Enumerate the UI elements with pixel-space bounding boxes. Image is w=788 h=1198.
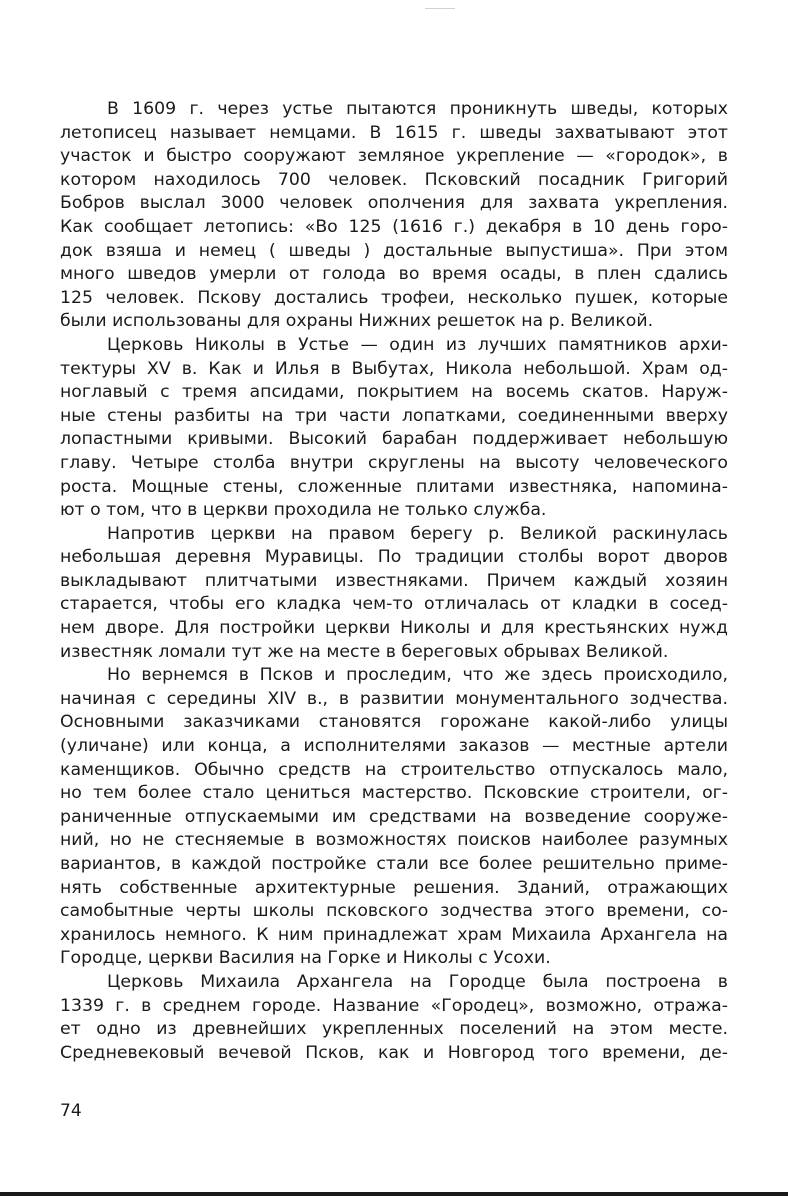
text-line: ний, но не стесняемые в возможностях поисков наиболее разумных [60, 830, 728, 851]
bottom-rule [0, 1192, 788, 1196]
text-line: (уличане) или конца, а исполнителями заказов — местные артели [60, 736, 728, 757]
page-body-text [60, 98, 728, 1065]
text-line: тектуры XV в. Как и Илья в Выбутах, Никола небольшой. Храм од- [60, 358, 728, 379]
text-line: док взяша и немец ( шведы ) достальные выпустиша». При этом [60, 240, 728, 261]
text-line: ет одно из древнейших укрепленных поселений на этом месте. [60, 1019, 728, 1040]
text-line: раниченные отпускаемыми им средствами на возведение сооруже- [60, 806, 728, 827]
text-line: каменщиков. Обычно средств на строительство отпускалось мало, [60, 759, 728, 780]
text-line: летописец называет немцами. В 1615 г. шведы захватывают этот [60, 122, 728, 143]
text-line: участок и быстро сооружают земляное укрепление — «городок», в [60, 146, 728, 167]
text-line: 1339 г. в среднем городе. Название «Городец», возможно, отража- [60, 995, 728, 1016]
text-line: В 1609 г. через устье пытаются проникнуть шведы, которых [107, 99, 728, 119]
page-number: 74 [60, 1101, 82, 1121]
text-line: были использованы для охраны Нижних решеток на р. Великой. [60, 311, 654, 332]
text-line: 125 человек. Пскову достались трофеи, несколько пушек, которые [60, 287, 728, 308]
text-line: хранилось немного. К ним принадлежат храм Михаила Архангела на [60, 924, 728, 945]
text-line: Основными заказчиками становятся горожане какой-либо улицы [60, 712, 728, 733]
text-line: много шведов умерли от голода во время осады, в плен сдались [60, 264, 728, 285]
text-line: Но вернемся в Псков и проследим, что же здесь происходило, [107, 665, 728, 686]
text-line: котором находилось 700 человек. Псковский посадник Григорий [60, 169, 728, 190]
text-line: лопастными кривыми. Высокий барабан поддерживает небольшую [60, 429, 728, 450]
text-line: Церковь Михаила Архангела на Городце была построена в [107, 971, 728, 992]
text-line: главу. Четыре столба внутри скруглены на высоту человеческого [60, 452, 728, 473]
text-line: небольшая деревня Муравицы. По традиции столбы ворот дворов [60, 547, 728, 568]
text-line: вариантов, в каждой постройке стали все более решительно приме- [60, 854, 728, 874]
text-line: выкладывают плитчатыми известняками. Причем каждый хозяин [60, 570, 728, 591]
text-line: Бобров выслал 3000 человек ополчения для захвата укрепления. [60, 193, 728, 214]
scan-mark [425, 8, 455, 9]
text-line: начиная с середины XIV в., в развитии монументального зодчества. [60, 688, 728, 709]
text-line: Городце, церкви Василия на Горке и Николы с Усохи. [60, 948, 551, 969]
text-line: самобытные черты школы псковского зодчества этого времени, со- [60, 901, 728, 922]
text-line: Церковь Николы в Устье — один из лучших памятников архи- [107, 334, 728, 355]
text-line: нем дворе. Для постройки церкви Николы и для крестьянских нужд [60, 618, 728, 639]
text-line: Средневековый вечевой Псков, как и Новгород того времени, де- [60, 1042, 728, 1063]
text-line: роста. Мощные стены, сложенные плитами известняка, напомина- [60, 476, 728, 497]
text-line: ют о том, что в церкви проходила не только служба. [60, 500, 547, 521]
text-line: но тем более стало цениться мастерство. Псковские строители, ог- [60, 783, 728, 804]
text-line: старается, чтобы его кладка чем-то отличалась от кладки в сосед- [60, 594, 728, 615]
text-line: ноглавый с тремя апсидами, покрытием на восемь скатов. Наруж- [60, 382, 728, 403]
text-line: ные стены разбиты на три части лопатками, соединенными вверху [60, 405, 728, 426]
text-line: Напротив церкви на правом берегу р. Великой раскинулась [107, 523, 728, 544]
text-line: нять собственные архитектурные решения. Зданий, отражающих [60, 877, 728, 898]
text-line: Как сообщает летопись: «Во 125 (1616 г.) декабря в 10 день горо- [60, 216, 728, 237]
text-line: известняк ломали тут же на месте в береговых обрывах Великой. [60, 641, 669, 662]
